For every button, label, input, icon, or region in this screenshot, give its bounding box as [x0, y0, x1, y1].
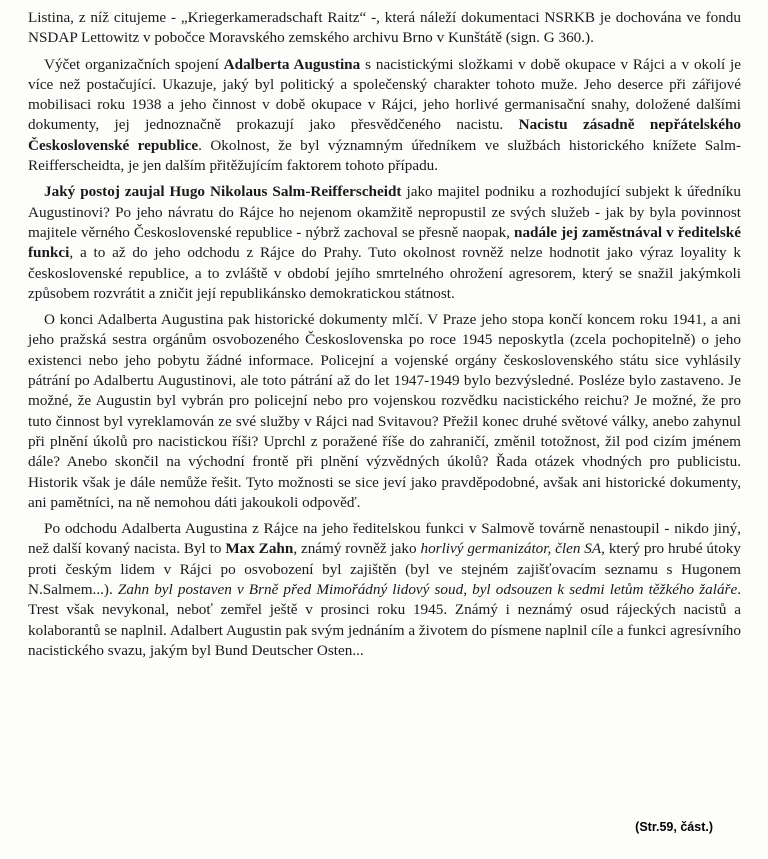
text-run: , a to až do jeho odchodu z Rájce do Prahy. Tuto okolnost rovněž nelze hodnotit jako výraz loyality k československé republice, a to zvláště v období jejího smrtelného ohrožení agresorem, který se snažil jakýmkoli způsobem rozvrátit a zničit její republikánsko demokratickou státnost. — [28, 244, 741, 302]
text-run: Listina, z níž citujeme - „Kriegerkameradschaft Raitz“ -, která náleží dokumentaci NSRKB je dochována ve fondu NSDAP Lettowitz v pobočce Moravského zemského archivu Brno v Kunštátě (sign. G 360.). — [28, 9, 741, 47]
page-reference: (Str.59, část.) — [635, 820, 713, 834]
paragraph-1 — [28, 8, 741, 49]
text-run: Po odchodu Adalberta Augustina z Rájce na jeho ředitelskou funkci v Salmově továrně nenastoupil - nikdo jiný, než další kovaný nacista. Byl to — [28, 520, 741, 558]
bold-text: nadále jej zaměstnával v ředitelské funkci — [28, 223, 741, 262]
text-run: s nacistickými složkami v době okupace v Rájci a v okolí je více než postačující. Ukazuje, jaký byl politický a společenský charakter tohoto muže. Jeho deserce při zářijové mobilisaci roku 1938 a jeho činnost v době okupace v Rájci, jeho horlivé germanisační snahy, doložené dalšími dokumenty, jej jednoznačně prokazují jako přesvědčeného nacistu. — [28, 55, 742, 134]
text-run: , známý rovněž jako — [293, 540, 421, 558]
italic-text: Zahn byl postaven v Brně před Mimořádný lidový soud, byl odsouzen k sedmi letům těžkého žaláře — [117, 581, 738, 599]
body-text — [28, 8, 741, 661]
paragraph-5 — [28, 519, 741, 661]
text-run: jako majitel podniku a rozhodující subjekt k úředníku Augustinovi? Po jeho návratu do Rájce ho nejenom okamžitě nepropustil ze svých služeb - jak by byla povinnost majitele věrného Československé republice - nýbrž zachoval se přesně naopak, — [28, 183, 741, 241]
italic-text: horlivý germanizátor, člen SA — [420, 540, 602, 558]
bold-text: Max Zahn — [225, 540, 294, 558]
paragraph-4 — [28, 310, 741, 513]
text-run: . Trest však nevykonal, neboť zemřel ještě v prosinci roku 1945. Známý i neznámý osud rájeckých nacistů a kolaborantů se naplnil. Adalbert Augustin pak svým jednáním a životem do písmene naplnil cíle a funkci agresívního nacistického svazu, jakým byl Bund Deutscher Osten... — [28, 581, 741, 659]
bold-text: Jaký postoj zaujal Hugo Nikolaus Salm-Reifferscheidt — [44, 183, 402, 201]
paragraph-3 — [28, 182, 741, 304]
text-run: . Okolnost, že byl významným úředníkem ve službách historického knížete Salm-Reifferscheidta, je jen dalším přitěžujícím faktorem tohoto případu. — [28, 136, 742, 175]
text-run: Výčet organizačních spojení — [44, 55, 224, 73]
bold-text: Nacistu zásadně nepřátelského Československé republice — [28, 116, 741, 154]
paragraph-2 — [28, 55, 741, 177]
text-run: O konci Adalberta Augustina pak historické dokumenty mlčí. V Praze jeho stopa končí koncem roku 1941, a ani jeho pražská sestra orgánům osvobozeného Československa po roce 1945 neposkytla (zcela pochopitelně) o jeho existenci nebo jeho pobytu žádné informace. Policejní a vojenské orgány československého státu sice vyhlásily pátrání po Adalbertu Augustinovi, ale toto pátrání až do let 1947-1949 bylo bezvýsledné. Posléze bylo zastaveno. Je možné, že Augustin byl vybrán pro policejní nebo pro vojenskou rozvědku nacistického reichu? Je možné, že pro tuto činnost byl vyreklamován ze své služby v Rájci nad Svitavou? Přežil konec druhé světové války, anebo zahynul při plnění úkolů pro nacistickou říši? Uprchl z poražené říše do zahraničí, změnil totožnost, žil pod cizím jménem dále? Anebo skončil na východní frontě při plnění výzvědných úkolů? Řada otázek vhodných pro publicistu. Historik však je dále nemůže řešit. Tyto možnosti se sice jeví jako pravděpodobné, avšak ani historické dokumenty, ani pamětníci, na ně nemohou dáti jakoukoli odpověď. — [28, 311, 741, 511]
bold-text: Adalberta Augustina — [223, 55, 361, 73]
text-run: , který pro hrubé útoky proti českým lidem v Rájci po osvobození byl zajištěn (byl ve stejném zajišťovacím seznamu s Hugonem N.Salmem...). — [28, 540, 741, 599]
